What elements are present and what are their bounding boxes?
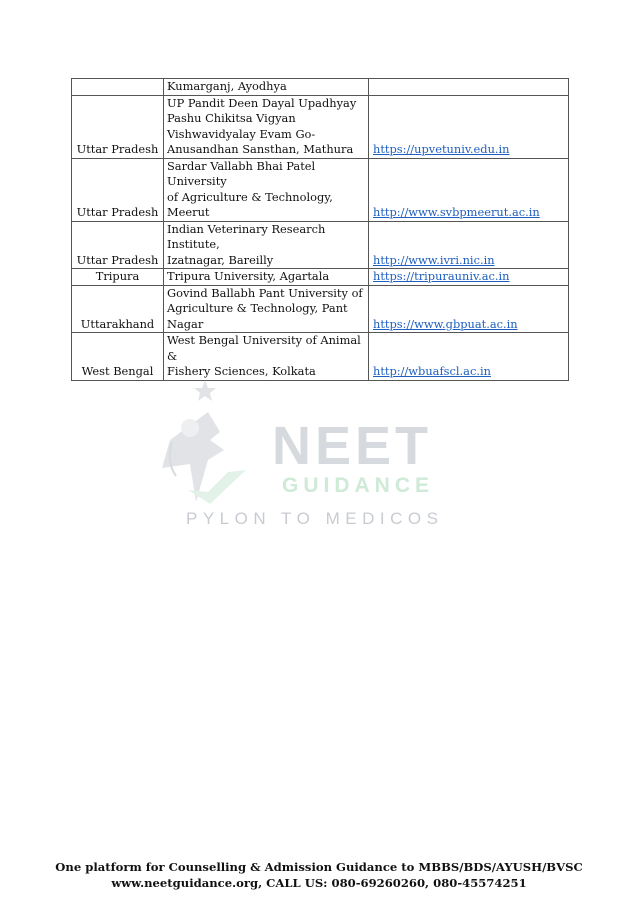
state-cell: West Bengal (72, 333, 164, 381)
table-row (72, 269, 569, 286)
institute-line: Izatnagar, Bareilly (167, 252, 274, 267)
footer-contact: www.neetguidance.org, CALL US: 080-69260260, 080-45574251 (111, 876, 527, 890)
colleges-table-body (72, 79, 569, 381)
state-cell: Uttar Pradesh (72, 221, 164, 269)
institute-line: Meerut (167, 205, 210, 219)
institute-line: UP Pandit Deen Dayal Upadhyay (167, 95, 357, 110)
website-link[interactable]: http://wbuafscl.ac.in (373, 364, 491, 378)
institute-cell (164, 79, 369, 96)
watermark-tagline-text: PYLON TO MEDICOS (186, 509, 444, 528)
institute-line: West Bengal University of Animal & (167, 333, 361, 363)
institute-line: Vishwavidyalay Evam Go- (167, 126, 316, 141)
table-row (72, 158, 569, 221)
table-row (72, 79, 569, 96)
state-cell: Uttar Pradesh (72, 95, 164, 158)
website-link[interactable]: https://upvetuniv.edu.in (373, 142, 510, 156)
institute-line: Tripura University, Agartala (167, 269, 330, 283)
institute-cell (164, 95, 369, 158)
institute-cell (164, 269, 369, 286)
website-link[interactable]: http://www.svbpmeerut.ac.in (373, 205, 540, 219)
state-cell: Uttar Pradesh (72, 158, 164, 221)
website-link[interactable]: http://www.ivri.nic.in (373, 252, 495, 267)
institute-line: of Agriculture & Technology, (167, 189, 333, 204)
state-cell: Uttarakhand (72, 285, 164, 333)
institute-line: Govind Ballabh Pant University of (167, 285, 363, 300)
institute-line: Nagar (167, 316, 204, 331)
website-cell (369, 269, 569, 286)
website-cell (369, 285, 569, 333)
institute-line: Pashu Chikitsa Vigyan (167, 111, 296, 125)
institute-cell (164, 158, 369, 221)
neet-guidance-watermark-logo (150, 372, 460, 532)
institute-line: Anusandhan Sansthan, Mathura (167, 142, 354, 156)
table-row (72, 95, 569, 158)
website-link[interactable]: https://www.gbpuat.ac.in (373, 316, 518, 331)
state-cell: Tripura (72, 269, 164, 286)
watermark-neet-text: NEET (272, 416, 433, 476)
table-row (72, 221, 569, 269)
table-row (72, 285, 569, 333)
institute-line: Fishery Sciences, Kolkata (167, 364, 316, 378)
doctor-star-icon (162, 380, 246, 504)
state-cell (72, 79, 164, 96)
website-link[interactable]: https://tripurauniv.ac.in (373, 269, 510, 283)
website-cell (369, 79, 569, 96)
website-cell (369, 158, 569, 221)
institute-cell (164, 285, 369, 333)
footer-tagline: One platform for Counselling & Admission Guidance to MBBS/BDS/AYUSH/BVSC (55, 860, 583, 874)
institute-line: Kumarganj, Ayodhya (167, 79, 287, 93)
institute-line: Agriculture & Technology, Pant (167, 301, 348, 315)
institute-line: Sardar Vallabh Bhai Patel University (167, 158, 316, 188)
institute-line: Indian Veterinary Research Institute, (167, 221, 326, 251)
website-cell (369, 221, 569, 269)
watermark-guidance-text: GUIDANCE (282, 474, 435, 497)
website-cell (369, 95, 569, 158)
colleges-table (71, 78, 569, 381)
institute-cell (164, 221, 369, 269)
